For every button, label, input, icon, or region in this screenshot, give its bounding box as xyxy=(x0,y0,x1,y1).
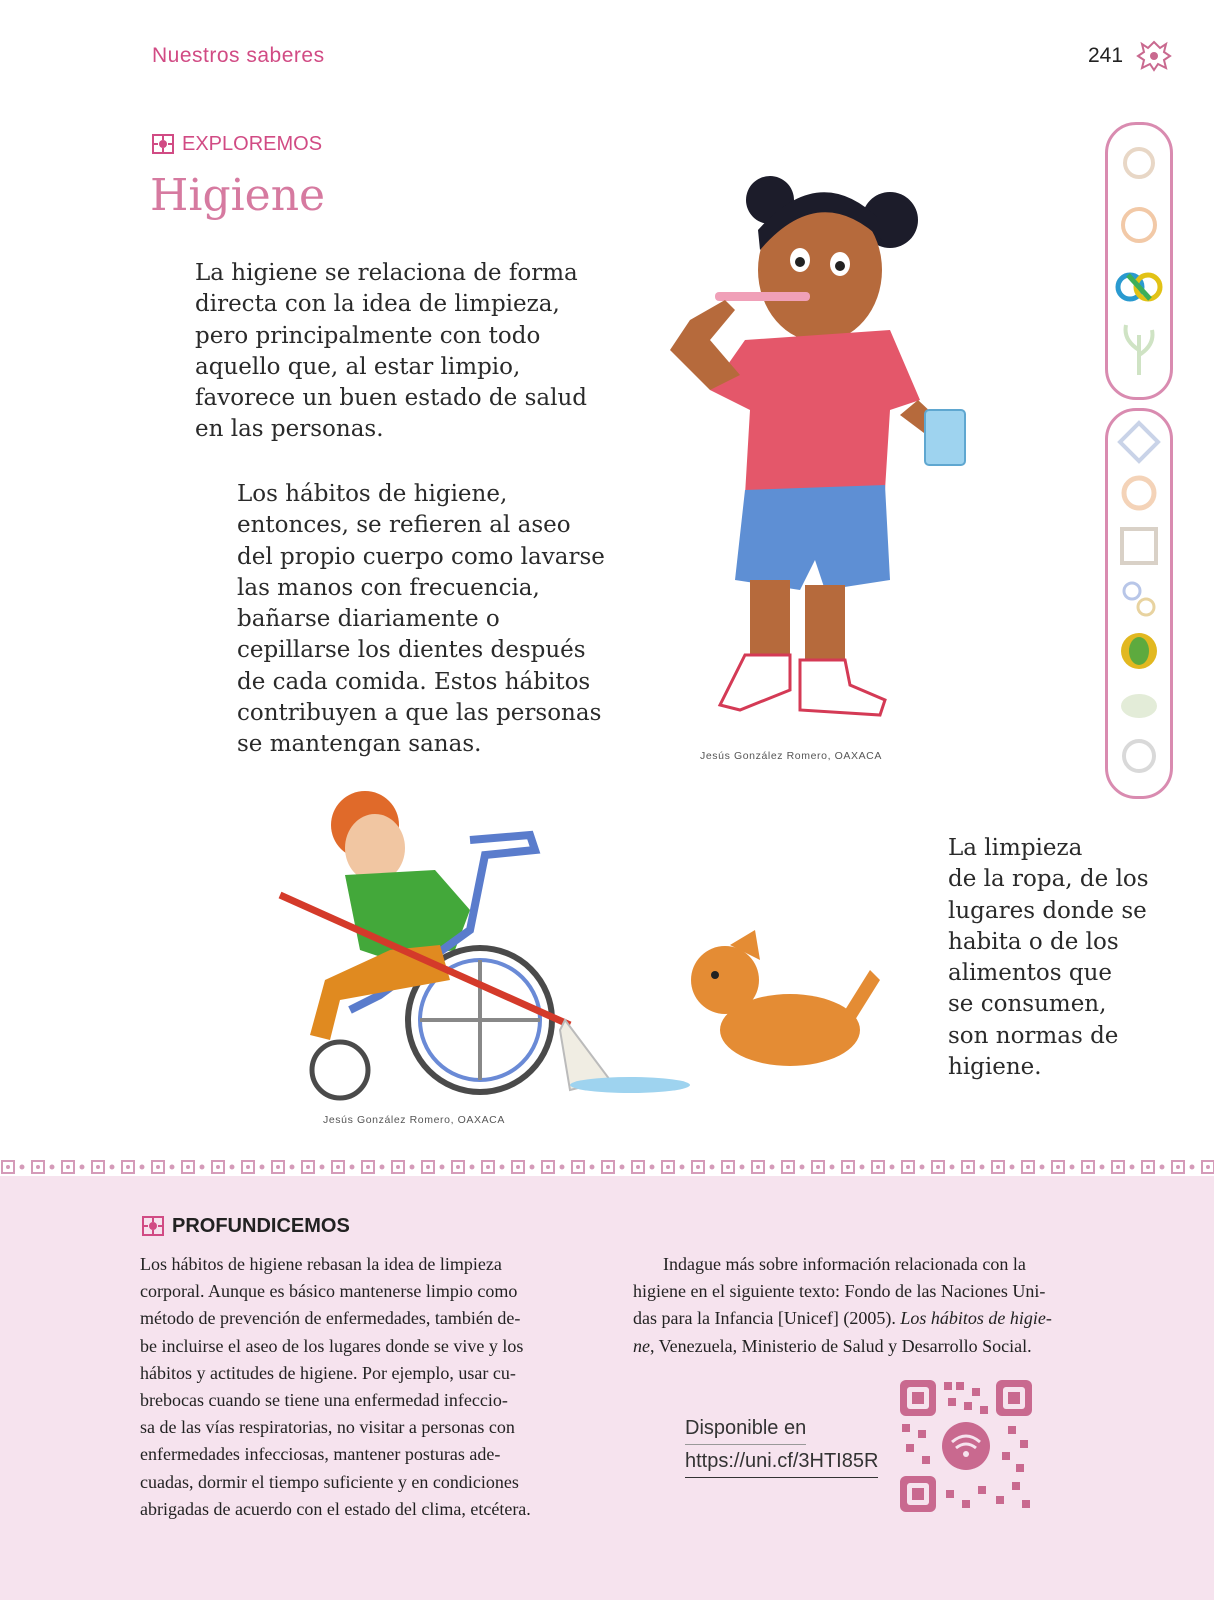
flower-glyph-icon xyxy=(140,1214,166,1238)
circles-icon xyxy=(1124,583,1140,599)
section-label: EXPLOREMOS xyxy=(182,132,323,155)
sun-icon xyxy=(1123,209,1155,241)
linked-rings-icon xyxy=(1118,275,1160,299)
decorative-divider xyxy=(0,1158,1214,1176)
seed-icon xyxy=(1125,149,1153,177)
qr-code[interactable] xyxy=(898,1378,1034,1514)
spiral-icon xyxy=(1124,478,1154,508)
lotus-icon xyxy=(1121,633,1157,669)
plant-icon xyxy=(1126,325,1153,375)
side-tab-icons xyxy=(1108,125,1170,397)
side-tab-group-bottom xyxy=(1105,408,1173,799)
running-head: Nuestros saberes xyxy=(152,44,325,67)
section-header xyxy=(150,132,322,156)
diamond-icon xyxy=(1120,423,1158,461)
ring-icon xyxy=(1124,741,1154,771)
wifi-icon xyxy=(942,1422,990,1470)
page-number: 241 xyxy=(1088,44,1124,67)
box-icon xyxy=(1122,529,1156,563)
intro-paragraph: La higiene se relaciona de forma directa con la idea de limpieza, pero principalmente con todo aquello que, al estar limpio, favorece un buen estado de salud en las personas. xyxy=(195,260,587,443)
resource-link[interactable]: https://uni.cf/3HTI85R xyxy=(685,1445,878,1478)
deepen-left-paragraph: Los hábitos de higiene rebasan la idea de limpieza corporal. Aunque es básico mantenerse limpio como método de prevención de enfermedades, también de- be incluirse el aseo de los lugares donde se vive y los hábitos y actitudes de higiene. Por ejemplo, usar cu- brebocas cuando se tiene una enfermedad infeccio- sa de las vías respiratorias, no visitar a personas con enfermedades infecciosas, mantener posturas ade- cuadas, dormir el tiempo suficiente y en condiciones abrigadas de acuerdo con el estado del clima, etcétera. xyxy=(140,1254,531,1519)
deepen-right-paragraph: Indague más sobre información relacionada con la higiene en el siguiente texto: Fondo de las Naciones Uni- das para la Infancia [Unicef] (2005). Los hábitos de higie- ne, Venezuela, Ministerio de Salud y Desarrollo Social. xyxy=(633,1254,1052,1356)
illustration-credit: Jesús González Romero, OAXACA xyxy=(323,1114,505,1126)
available-label: Disponible en xyxy=(685,1412,806,1445)
flower-glyph-icon xyxy=(1136,38,1172,74)
boy-wheelchair-dog-illustration xyxy=(270,780,910,1120)
habits-paragraph: Los hábitos de higiene, entonces, se refieren al aseo del propio cuerpo como lavarse las manos con frecuencia, bañarse diariamente o cepillarse los dientes después de cada comida. Estos hábitos contribuyen a que las personas se mantengan sanas. xyxy=(237,481,605,758)
girl-brushing-teeth-illustration xyxy=(650,160,990,740)
dog-figure xyxy=(691,930,880,1066)
flower-glyph-icon xyxy=(150,132,176,156)
section-label: PROFUNDICEMOS xyxy=(172,1214,350,1237)
side-tab-icons xyxy=(1108,411,1170,796)
illustration-credit: Jesús González Romero, OAXACA xyxy=(700,750,882,762)
page-title: Higiene xyxy=(150,170,326,221)
bowl-icon xyxy=(1121,694,1157,718)
side-tab-group-top xyxy=(1105,122,1173,400)
available-at xyxy=(685,1412,878,1478)
section-header xyxy=(140,1214,350,1238)
cleaning-norms-paragraph: La limpieza de la ropa, de los lugares donde se habita o de los alimentos que se consumen, son normas de higiene. xyxy=(948,835,1149,1081)
